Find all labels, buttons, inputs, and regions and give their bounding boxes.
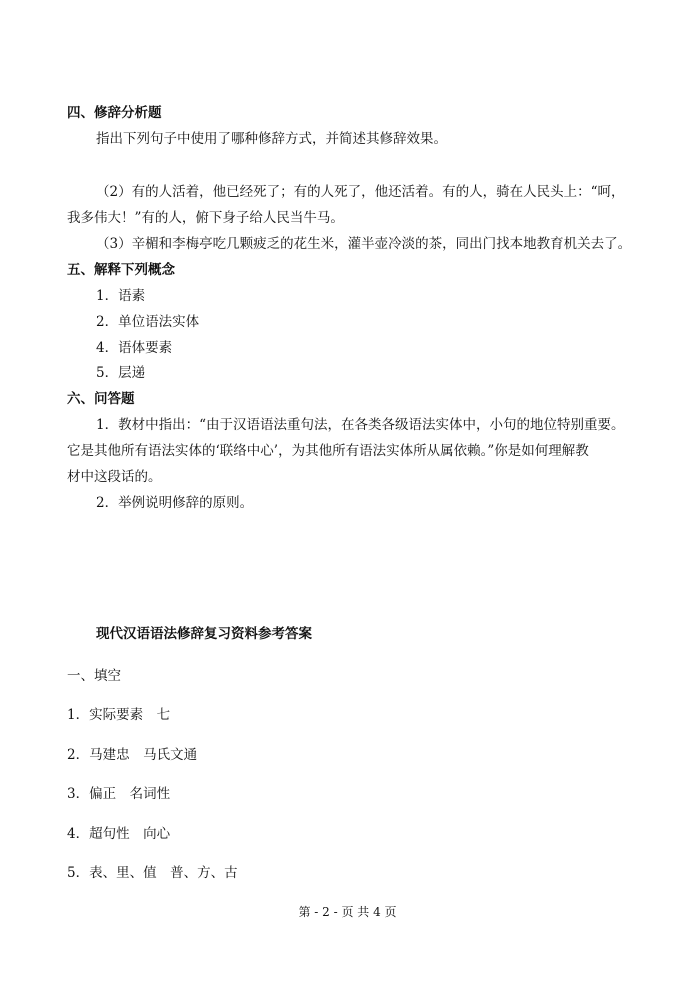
section-6-q1-line-1: 1．教材中指出：“由于汉语语法重句法，在各类各级语法实体中，小句的地位特别重要。 <box>96 417 625 433</box>
answers-title: 现代汉语语法修辞复习资料参考答案 <box>96 626 312 642</box>
answer-item: 3．偏正 名词性 <box>67 786 171 802</box>
section-4-item-2-line-1: （2）有的人活着，他已经死了；有的人死了，他还活着。有的人，骑在人民头上：“呵， <box>96 184 625 200</box>
section-6-q2: 2．举例说明修辞的原则。 <box>96 495 254 511</box>
answer-item: 2．马建忠 马氏文通 <box>67 747 198 763</box>
section-6-heading: 六、问答题 <box>67 391 135 407</box>
page-number-footer: 第 - 2 - 页 共 4 页 <box>298 905 397 919</box>
section-4-instruction: 指出下列句子中使用了哪种修辞方式，并简述其修辞效果。 <box>96 131 447 147</box>
section-4-item-2-line-2: 我多伟大！”有的人，俯下身子给人民当牛马。 <box>67 210 344 226</box>
answers-part-heading: 一、填空 <box>67 668 121 684</box>
section-5-item: 5．层递 <box>96 365 146 381</box>
section-5-item: 1．语素 <box>96 288 146 304</box>
section-5-item: 4．语体要素 <box>96 340 173 356</box>
section-6-q1-line-3: 材中这段话的。 <box>67 469 162 485</box>
section-5-item: 2．单位语法实体 <box>96 314 200 330</box>
section-6-q1-line-2: 它是其他所有语法实体的‘联络中心’，为其他所有语法实体所从属依赖。”你是如何理解教 <box>67 443 589 459</box>
section-4-item-3: （3）辛楣和李梅亭吃几颗疲乏的花生米，灌半壶冷淡的茶，同出门找本地教育机关去了。 <box>96 236 632 252</box>
section-4-heading: 四、修辞分析题 <box>67 105 162 121</box>
answer-item: 4．超句性 向心 <box>67 826 171 842</box>
answer-item: 1．实际要素 七 <box>67 707 171 723</box>
answer-item: 5．表、里、值 普、方、古 <box>67 865 238 881</box>
section-5-heading: 五、解释下列概念 <box>67 262 175 278</box>
